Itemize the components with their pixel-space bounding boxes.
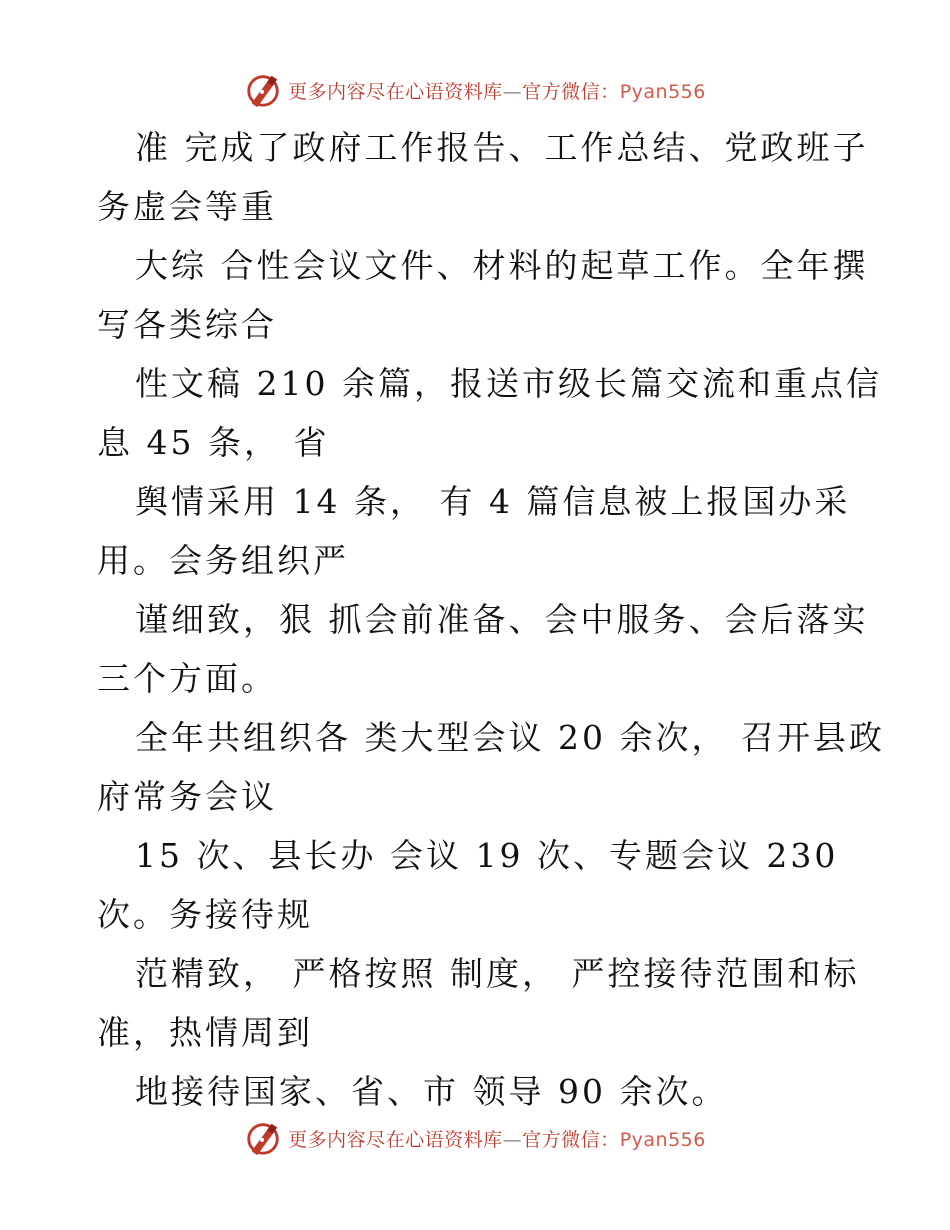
text-line: 性文稿 210 余篇，报送市级长篇交流和重点信 [135, 364, 882, 403]
header-banner [0, 70, 950, 110]
document-body [97, 118, 897, 1121]
text-line: 次。务接待规 [97, 895, 313, 934]
text-line: 大综 合性会议文件、材料的起草工作。全年撰 [135, 246, 869, 285]
text-line: 全年共组织各 类大型会议 20 余次， 召开县政 [135, 718, 885, 757]
text-line: 地接待国家、省、市 领导 90 余次。 [135, 1072, 728, 1111]
text-line: 三个方面。 [97, 659, 277, 698]
text-line: 15 次、县长办 会议 19 次、专题会议 230 [135, 836, 839, 875]
text-line: 谨细致，狠 抓会前准备、会中服务、会后落实 [135, 600, 869, 639]
text-line: 准 完成了政府工作报告、工作总结、党政班子 [135, 128, 869, 167]
pen-logo-icon [244, 71, 282, 109]
footer-text: 更多内容尽在心语资料库—官方微信：Pyan556 [288, 1128, 706, 1151]
text-line: 息 45 条， 省 [97, 423, 330, 462]
text-line: 写各类综合 [97, 305, 277, 344]
text-line: 务虚会等重 [97, 187, 277, 226]
header-text: 更多内容尽在心语资料库—官方微信：Pyan556 [288, 80, 706, 103]
footer-banner [0, 1118, 950, 1158]
text-line: 舆情采用 14 条， 有 4 篇信息被上报国办采 [135, 482, 851, 521]
text-line: 府常务会议 [97, 777, 277, 816]
text-line: 用。会务组织严 [97, 541, 349, 580]
pen-logo-icon [244, 1119, 282, 1157]
text-line: 准，热情周到 [97, 1013, 313, 1052]
text-line: 范精致， 严格按照 制度， 严控接待范围和标 [135, 954, 860, 993]
